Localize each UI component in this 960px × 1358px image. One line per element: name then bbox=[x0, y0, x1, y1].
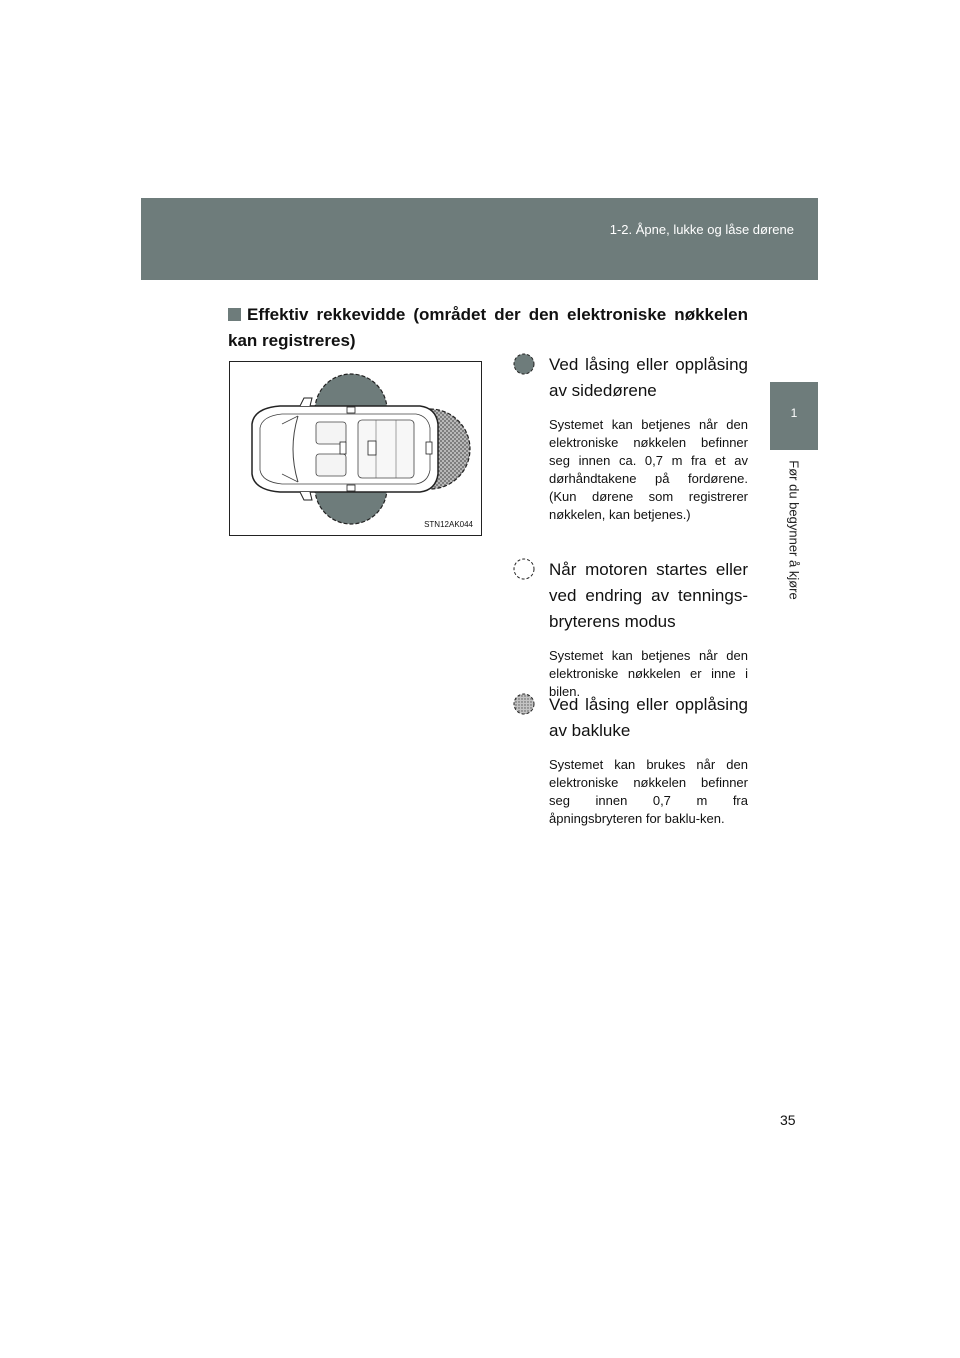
chapter-tab bbox=[770, 382, 818, 450]
list-item-engine-start bbox=[512, 557, 748, 701]
item-title: Ved låsing eller opplåsing av bakluke bbox=[549, 695, 748, 740]
interior-zone-icon bbox=[512, 557, 536, 581]
section-heading-text: Effektiv rekkevidde (området der den elektroniske nøkkelen kan registreres) bbox=[228, 305, 748, 350]
figure-code: STN12AK044 bbox=[424, 520, 473, 529]
item-body: Systemet kan brukes når den elektroniske nøkkelen befinner seg innen 0,7 m fra åpningsbryteren for baklu-ken. bbox=[549, 757, 748, 826]
list-item-tailgate bbox=[512, 692, 748, 828]
item-body: Systemet kan betjenes når den elektroniske nøkkelen er inne i bilen. bbox=[549, 648, 748, 699]
item-title: Ved låsing eller opplåsing av sidedørene bbox=[549, 355, 748, 400]
chapter-number: 1 bbox=[790, 406, 798, 420]
item-title: Når motoren startes eller ved endring av tennings-bryterens modus bbox=[549, 560, 748, 631]
section-heading bbox=[228, 302, 748, 354]
item-body: Systemet kan betjenes når den elektroniske nøkkelen befinner seg innen ca. 0,7 m fra et av dørhåndtakene på fordørene. (Kun dørene som registrerer nøkkelen, kan betjenes.) bbox=[549, 417, 748, 522]
page-number: 35 bbox=[780, 1112, 796, 1128]
list-item-side-doors bbox=[512, 352, 748, 524]
car-top-view-illustration bbox=[230, 362, 481, 535]
header-band bbox=[141, 198, 818, 280]
square-bullet-icon bbox=[228, 308, 241, 321]
chapter-title: Før du begynner å kjøre bbox=[786, 460, 802, 600]
tailgate-zone-icon bbox=[512, 692, 536, 716]
range-diagram bbox=[229, 361, 482, 536]
chapter-path: 1-2. Åpne, lukke og låse dørene bbox=[609, 222, 794, 237]
side-door-zone-icon bbox=[512, 352, 536, 376]
